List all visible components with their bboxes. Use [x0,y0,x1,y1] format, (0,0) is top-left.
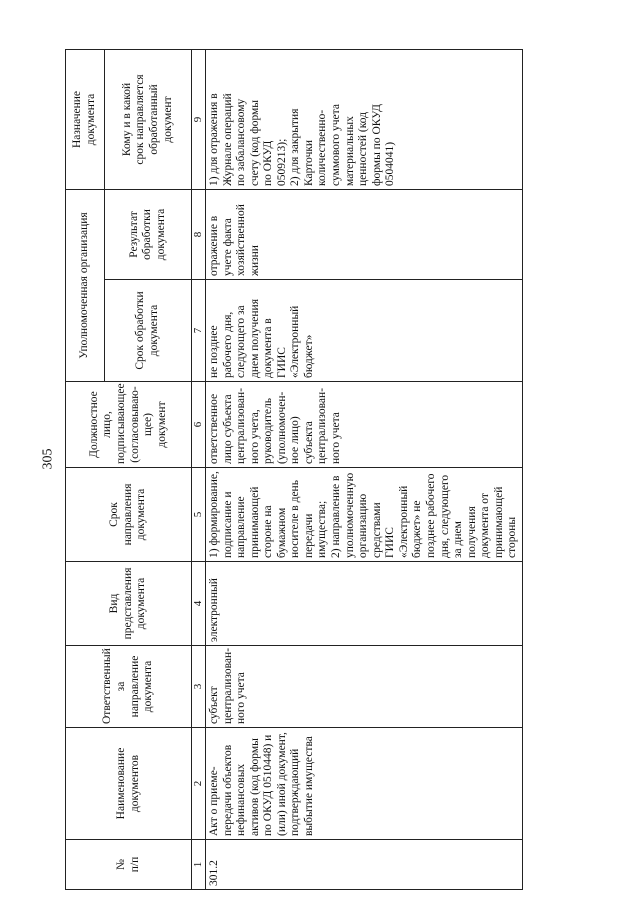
column-number: 2 [192,728,206,840]
header-purpose-sub: Кому и в какой срок направляется обработанный документ [105,49,192,189]
header-responsible: Ответственный за направление документа [66,646,192,728]
row-responsible: субъект централизован- ного учета [205,646,522,728]
table-row [205,49,522,889]
column-number: 3 [192,646,206,728]
row-org-term: не позднее рабочего дня, следующего за днем получения документа в ГИИС «Электронный бюджет» [205,280,522,382]
column-number: 5 [192,468,206,562]
column-number: 4 [192,562,206,646]
header-form: Вид представления документа [66,562,192,646]
column-number: 7 [192,280,206,382]
header-name: Наименование документов [66,728,192,840]
document-table-wrapper [65,50,625,890]
row-official: ответственное лицо субъекта централизован- ного учета, руководитель (уполномочен- ное лицо) субъекта централизован- ного учета [205,382,522,468]
header-org-result: Результат обработки документа [105,189,192,279]
row-name: Акт о приеме- передачи объектов нефинансовых активов (код формы по ОКУД 0510448) и (или) иной документ, подтверждающий выбытие имущества [205,728,522,840]
row-num: 301.2 [205,840,522,890]
header-org-term: Срок обработки документа [105,280,192,382]
header-deadline: Срок направления документа [66,468,192,562]
row-purpose: 1) для отражения в Журнале операций по забалансовому счету (код формы по ОКУД 0509213); 2) для закрытия Карточки количественно- суммового учета материальных ценностей (код формы по ОКУД 0504041) [205,49,522,189]
row-deadline: 1) формирование, подписание и направление принимающей стороне на бумажном носителе в день передачи имущества; 2) направление в уполномоченную организацию средствами ГИИС «Электронный бюджет» не позднее рабочего дня, следующего за днем получения документа от принимающей стороны [205,468,522,562]
header-row-1 [66,49,105,889]
header-num: № п/п [66,840,192,890]
header-org: Уполномоченная организация [66,189,105,381]
row-form: электронный [205,562,522,646]
header-purpose: Назначение документа [66,49,105,189]
column-number: 1 [192,840,206,890]
column-number: 6 [192,382,206,468]
column-number: 8 [192,189,206,279]
column-number: 9 [192,49,206,189]
column-numbers-row [192,49,206,889]
document-table [65,49,523,890]
page-number: 305 [40,448,56,470]
header-official: Должностное лицо, подписывающее (согласовываю- щее) документ [66,382,192,468]
row-org-result: отражение в учете факта хозяйственной жизни [205,189,522,279]
